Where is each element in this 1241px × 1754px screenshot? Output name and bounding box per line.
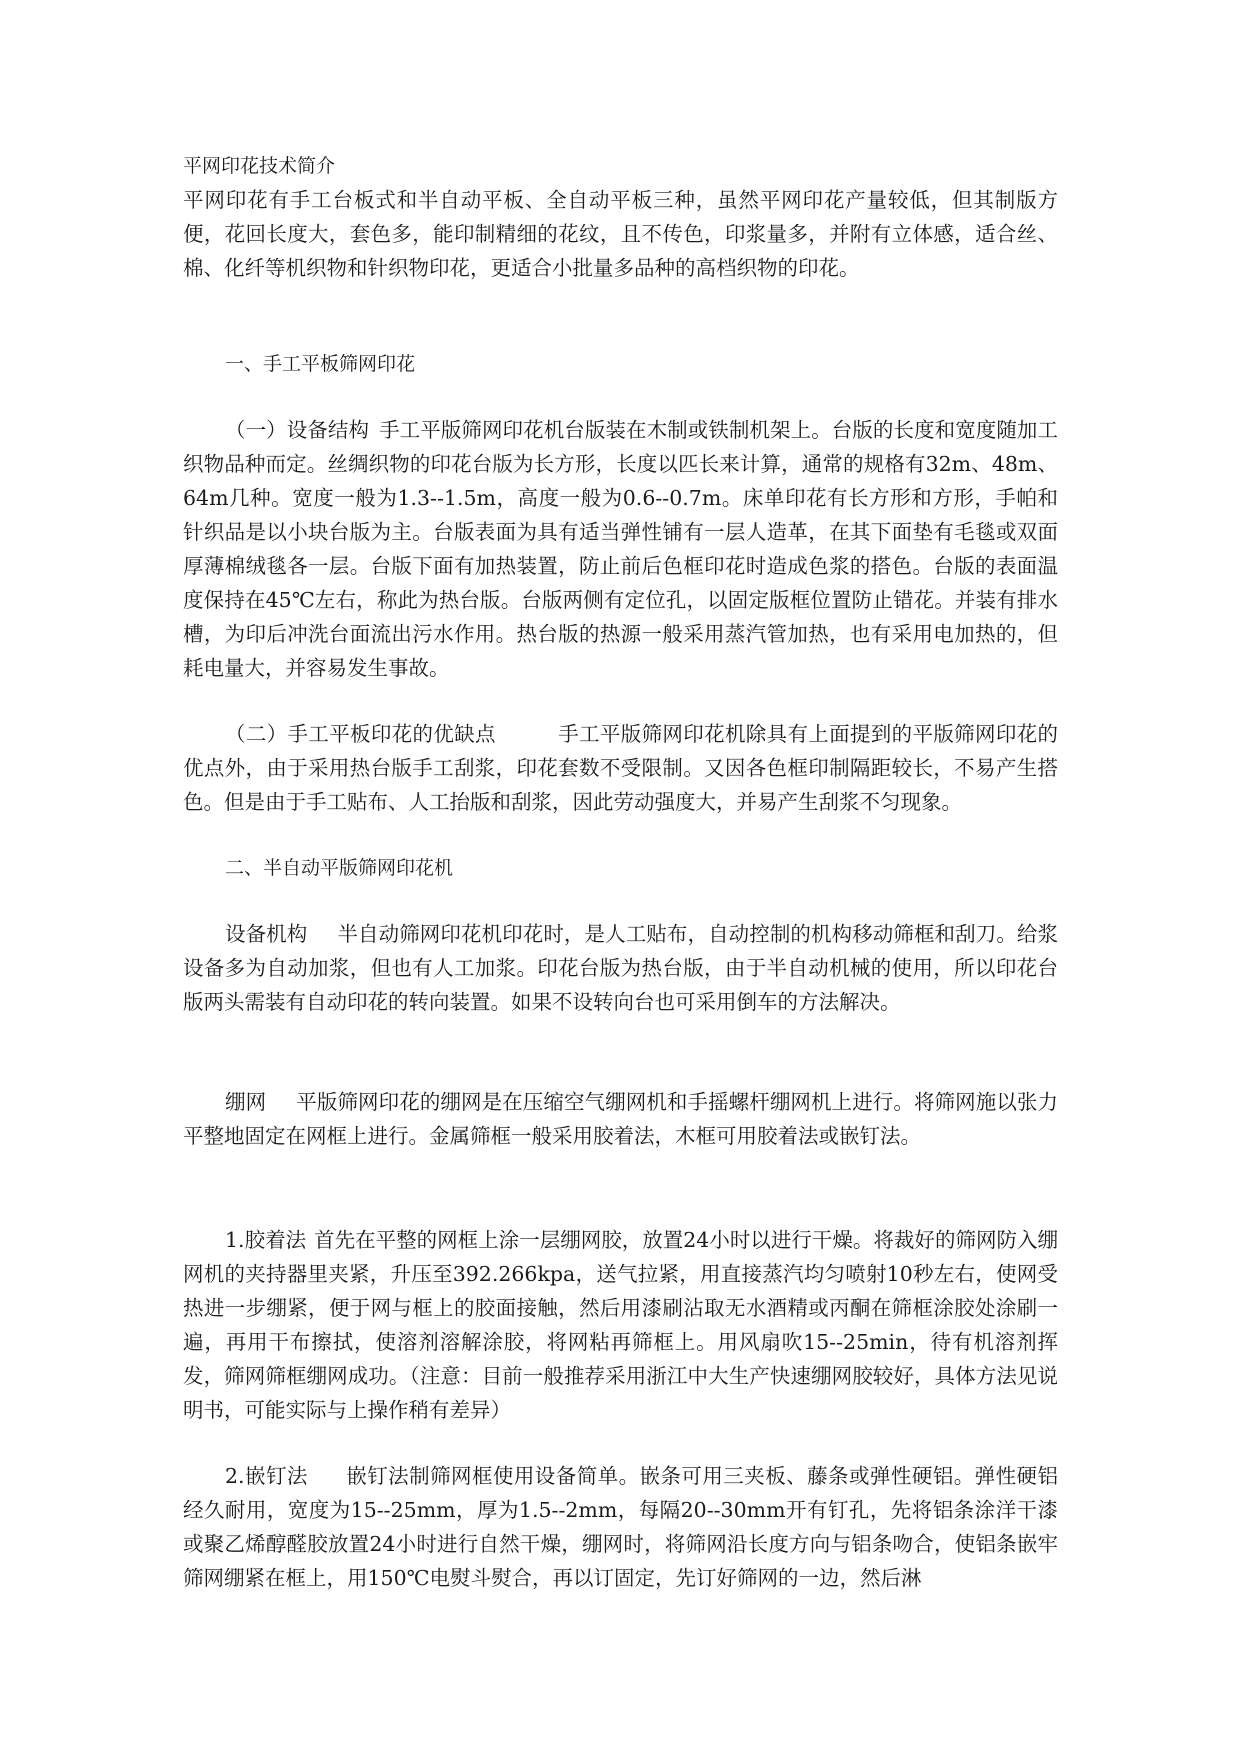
paragraph-body: 手工平版筛网印花机台版装在木制或铁制机架上。台版的长度和宽度随加工织物品种而定。丝绸织物的印花台版为长方形，长度以匹长来计算，通常的规格有32m、48m、64m几种。宽度一般为1.3--1.5m，高度一般为0.6--0.7m。床单印花有长方形和方形，手帕和针织品是以小块台版为主。台版表面为具有适当弹性铺有一层人造革，在其下面垫有毛毯或双面厚薄棉绒毯各一层。台版下面有加热装置，防止前后色框印花时造成色浆的搭色。台版的表面温度保持在45℃左右，称此为热台版。台版两侧有定位孔，以固定版框位置防止错花。并装有排水槽，为印后冲洗台面流出污水作用。热台版的热源一般采用蒸汽管加热，也有采用电加热的，但耗电量大，并容易发生事故。 xyxy=(183,418,1059,680)
spacer xyxy=(183,1427,1058,1459)
document-page xyxy=(183,150,1058,1595)
section-2-heading: 二、半自动平版筛网印花机 xyxy=(225,857,454,879)
spacer xyxy=(183,885,1058,917)
section-2-paragraph-3 xyxy=(183,1223,1058,1427)
section-2-paragraph-2 xyxy=(183,1085,1058,1153)
paragraph-lead: 1.胶着法 xyxy=(225,1228,307,1252)
paragraph-lead: （二）手工平板印花的优缺点 xyxy=(225,722,496,746)
paragraph-body: 半自动筛网印花机印花时，是人工贴布，自动控制的机构移动筛框和刮刀。给浆设备多为自动加浆，但也有人工加浆。印花台版为热台版，由于半自动机械的使用，所以印花台版两头需装有自动印花的转向装置。如果不设转向台也可采用倒车的方法解决。 xyxy=(183,922,1058,1014)
document-title: 平网印花技术简介 xyxy=(183,155,336,177)
section-2-paragraph-1 xyxy=(183,917,1058,1019)
paragraph-body: 手工平版筛网印花机除具有上面提到的平版筛网印花的优点外，由于采用热台版手工刮浆，印花套数不受限制。又因各色框印制隔距较长，不易产生搭色。但是由于手工贴布、人工抬版和刮浆，因此劳动强度大，并易产生刮浆不匀现象。 xyxy=(183,722,1059,814)
spacer xyxy=(183,285,1058,347)
section-1-paragraph-1 xyxy=(183,413,1058,685)
paragraph-lead: 2.嵌钉法 xyxy=(225,1464,308,1488)
section-2-paragraph-4 xyxy=(183,1459,1058,1595)
spacer xyxy=(183,819,1058,851)
paragraph-body: 平版筛网印花的绷网是在压缩空气绷网机和手摇螺杆绷网机上进行。将筛网施以张力平整地固定在网框上进行。金属筛框一般采用胶着法，木框可用胶着法或嵌钉法。 xyxy=(183,1090,1059,1148)
spacer xyxy=(183,1153,1058,1223)
paragraph-body: 首先在平整的网框上涂一层绷网胶，放置24小时以进行干燥。将裁好的筛网防入绷网机的夹持器里夹紧，升压至392.266kpa，送气拉紧，用直接蒸汽均匀喷射10秒左右，使网受热进一步绷紧，便于网与框上的胶面接触，然后用漆刷沾取无水酒精或丙酮在筛框涂胶处涂刷一遍，再用干布擦拭，使溶剂溶解涂胶，将网粘再筛框上。用风扇吹15--25min，待有机溶剂挥发，筛网筛框绷网成功。（注意：目前一般推荐采用浙江中大生产快速绷网胶较好，具体方法见说明书，可能实际与上操作稍有差异） xyxy=(183,1228,1058,1422)
paragraph-body: 嵌钉法制筛网框使用设备简单。嵌条可用三夹板、藤条或弹性硬铝。弹性硬铝经久耐用，宽度为15--25mm，厚为1.5--2mm，每隔20--30mm开有钉孔，先将铝条涂洋干漆或聚乙烯醇醛胶放置24小时进行自然干燥，绷网时，将筛网沿长度方向与铝条吻合，使铝条嵌牢筛网绷紧在框上，用150℃电熨斗熨合，再以订固定，先订好筛网的一边，然后淋 xyxy=(183,1464,1058,1590)
spacer xyxy=(183,685,1058,717)
paragraph-lead: （一）设备结构 xyxy=(225,418,370,442)
section-1-heading: 一、手工平板筛网印花 xyxy=(225,353,416,375)
intro-paragraph: 平网印花有手工台板式和半自动平板、全自动平板三种，虽然平网印花产量较低，但其制版方便，花回长度大，套色多，能印制精细的花纹，且不传色，印浆量多，并附有立体感，适合丝、棉、化纤等机织物和针织物印花，更适合小批量多品种的高档织物的印花。 xyxy=(183,188,1058,280)
section-1-paragraph-2 xyxy=(183,717,1058,819)
spacer xyxy=(183,1019,1058,1085)
paragraph-lead: 绷网 xyxy=(225,1090,267,1114)
paragraph-lead: 设备机构 xyxy=(225,922,308,946)
spacer xyxy=(183,381,1058,413)
